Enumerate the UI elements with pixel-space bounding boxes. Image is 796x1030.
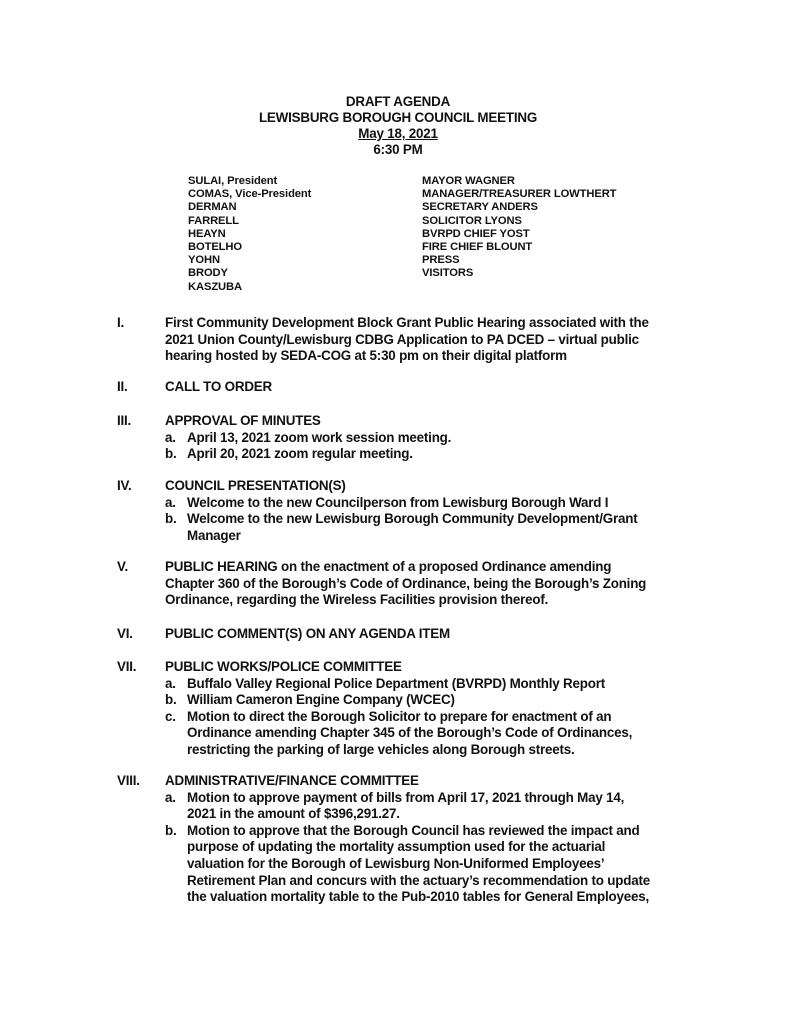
- section-number: VIII.: [117, 773, 140, 788]
- section-text-line: Ordinance, regarding the Wireless Facilities provision thereof.: [165, 592, 549, 608]
- attendee-name: DERMAN: [188, 201, 237, 214]
- section-body: [165, 626, 725, 643]
- attendee-name: FIRE CHIEF BLOUNT: [422, 241, 533, 254]
- section-text-line: 2021 Union County/Lewisburg CDBG Application to PA DCED – virtual public: [165, 331, 639, 347]
- subitem-text-line: restricting the parking of large vehicles along Borough streets.: [187, 741, 575, 757]
- agenda-subitem: [165, 823, 725, 906]
- attendee-name: YOHN: [188, 254, 220, 267]
- section-text-line: ADMINISTRATIVE/FINANCE COMMITTEE: [165, 773, 419, 788]
- subitem-text-line: Welcome to the new Councilperson from Lewisburg Borough Ward I: [187, 494, 609, 510]
- attendee-name: COMAS, Vice-President: [188, 188, 312, 201]
- agenda-subitem: [165, 430, 725, 447]
- attendee-name: VISITORS: [422, 267, 474, 280]
- subitem-text-line: purpose of updating the mortality assumption used for the actuarial: [187, 839, 606, 855]
- subitem-letter: a.: [165, 494, 176, 510]
- section-body: [165, 379, 725, 396]
- meeting-name: LEWISBURG BOROUGH COUNCIL MEETING: [258, 110, 538, 125]
- section-number: I.: [117, 315, 125, 330]
- subitem-letter: b.: [165, 822, 177, 838]
- attendee-name: HEAYN: [188, 227, 226, 240]
- subitem-text-line: Manager: [187, 527, 241, 543]
- section-body: [165, 559, 725, 609]
- subitem-text-line: Motion to direct the Borough Solicitor to prepare for enactment of an: [187, 708, 612, 724]
- section-body: [165, 478, 725, 544]
- section-text-line: APPROVAL OF MINUTES: [165, 413, 321, 428]
- section-number: IV.: [117, 478, 132, 493]
- subitem-letter: b.: [165, 692, 177, 708]
- subitem-text-line: Retirement Plan and concurs with the actuary’s recommendation to update: [187, 872, 650, 888]
- attendee-name: BRODY: [188, 267, 228, 280]
- section-body: [165, 413, 725, 463]
- subitem-text-line: Motion to approve payment of bills from April 17, 2021 through May 14,: [187, 789, 625, 805]
- subitem-text-line: William Cameron Engine Company (WCEC): [187, 692, 455, 708]
- agenda-subitem: [165, 790, 725, 823]
- subitem-letter: c.: [165, 708, 176, 724]
- subitem-letter: b.: [165, 511, 177, 527]
- section-number: VII.: [117, 659, 137, 674]
- section-text-line: CALL TO ORDER: [165, 379, 273, 394]
- meeting-date: [0, 126, 796, 142]
- agenda-subitem: [165, 495, 725, 512]
- section-text-line: PUBLIC HEARING on the enactment of a proposed Ordinance amending: [165, 559, 612, 574]
- section-body: [165, 773, 725, 906]
- subitem-letter: a.: [165, 429, 176, 445]
- meeting-date-text: May 18, 2021: [358, 126, 438, 141]
- section-text-line: Chapter 360 of the Borough’s Code of Ordinance, being the Borough’s Zoning: [165, 575, 647, 591]
- section-number: II.: [117, 379, 128, 394]
- attendee-name: SULAI, President: [188, 175, 278, 187]
- section-number: III.: [117, 413, 132, 428]
- officials-list: [422, 175, 616, 281]
- attendee-name: MANAGER/TREASURER LOWTHERT: [422, 188, 617, 201]
- attendee-name: MAYOR WAGNER: [422, 175, 515, 187]
- council-members-list: [188, 175, 311, 294]
- agenda-subitem: [165, 692, 725, 709]
- subitem-text-line: Motion to approve that the Borough Council has reviewed the impact and: [187, 822, 640, 838]
- subitem-text-line: Buffalo Valley Regional Police Department (BVRPD) Monthly Report: [187, 675, 605, 691]
- attendee-name: BOTELHO: [188, 241, 242, 254]
- section-number: VI.: [117, 626, 133, 641]
- subitem-text-line: April 13, 2021 zoom work session meeting.: [187, 429, 452, 445]
- section-body: [165, 659, 725, 759]
- subitem-letter: a.: [165, 675, 176, 691]
- subitem-text-line: valuation for the Borough of Lewisburg Non-Uniformed Employees’: [187, 855, 605, 871]
- meeting-time: 6:30 PM: [373, 142, 423, 157]
- section-number: V.: [117, 559, 129, 574]
- attendee-name: KASZUBA: [188, 280, 242, 293]
- section-text-line: PUBLIC COMMENT(S) ON ANY AGENDA ITEM: [165, 626, 450, 641]
- subitem-text-line: Ordinance amending Chapter 345 of the Borough’s Code of Ordinances,: [187, 725, 633, 741]
- subitem-text-line: 2021 in the amount of $396,291.27.: [187, 806, 400, 822]
- attendee-name: BVRPD CHIEF YOST: [422, 227, 530, 240]
- agenda-subitem: [165, 709, 725, 759]
- agenda-subitem: [165, 511, 725, 544]
- attendee-name: PRESS: [422, 254, 460, 267]
- agenda-subitem: [165, 446, 725, 463]
- section-body: [165, 315, 725, 365]
- subitem-text-line: April 20, 2021 zoom regular meeting.: [187, 446, 413, 462]
- section-text-line: First Community Development Block Grant Public Hearing associated with the: [165, 315, 649, 330]
- subitem-text-line: Welcome to the new Lewisburg Borough Community Development/Grant: [187, 511, 638, 527]
- attendee-name: SOLICITOR LYONS: [422, 214, 522, 227]
- agenda-title: DRAFT AGENDA: [345, 94, 451, 109]
- section-text-line: PUBLIC WORKS/POLICE COMMITTEE: [165, 659, 402, 674]
- attendee-name: SECRETARY ANDERS: [422, 201, 538, 214]
- agenda-subitem: [165, 676, 725, 693]
- subitem-text-line: the valuation mortality table to the Pub-2010 tables for General Employees,: [187, 889, 649, 905]
- attendee-name: FARRELL: [188, 214, 239, 227]
- subitem-letter: b.: [165, 446, 177, 462]
- section-text-line: hearing hosted by SEDA-COG at 5:30 pm on their digital platform: [165, 348, 567, 364]
- subitem-letter: a.: [165, 789, 176, 805]
- section-text-line: COUNCIL PRESENTATION(S): [165, 478, 346, 493]
